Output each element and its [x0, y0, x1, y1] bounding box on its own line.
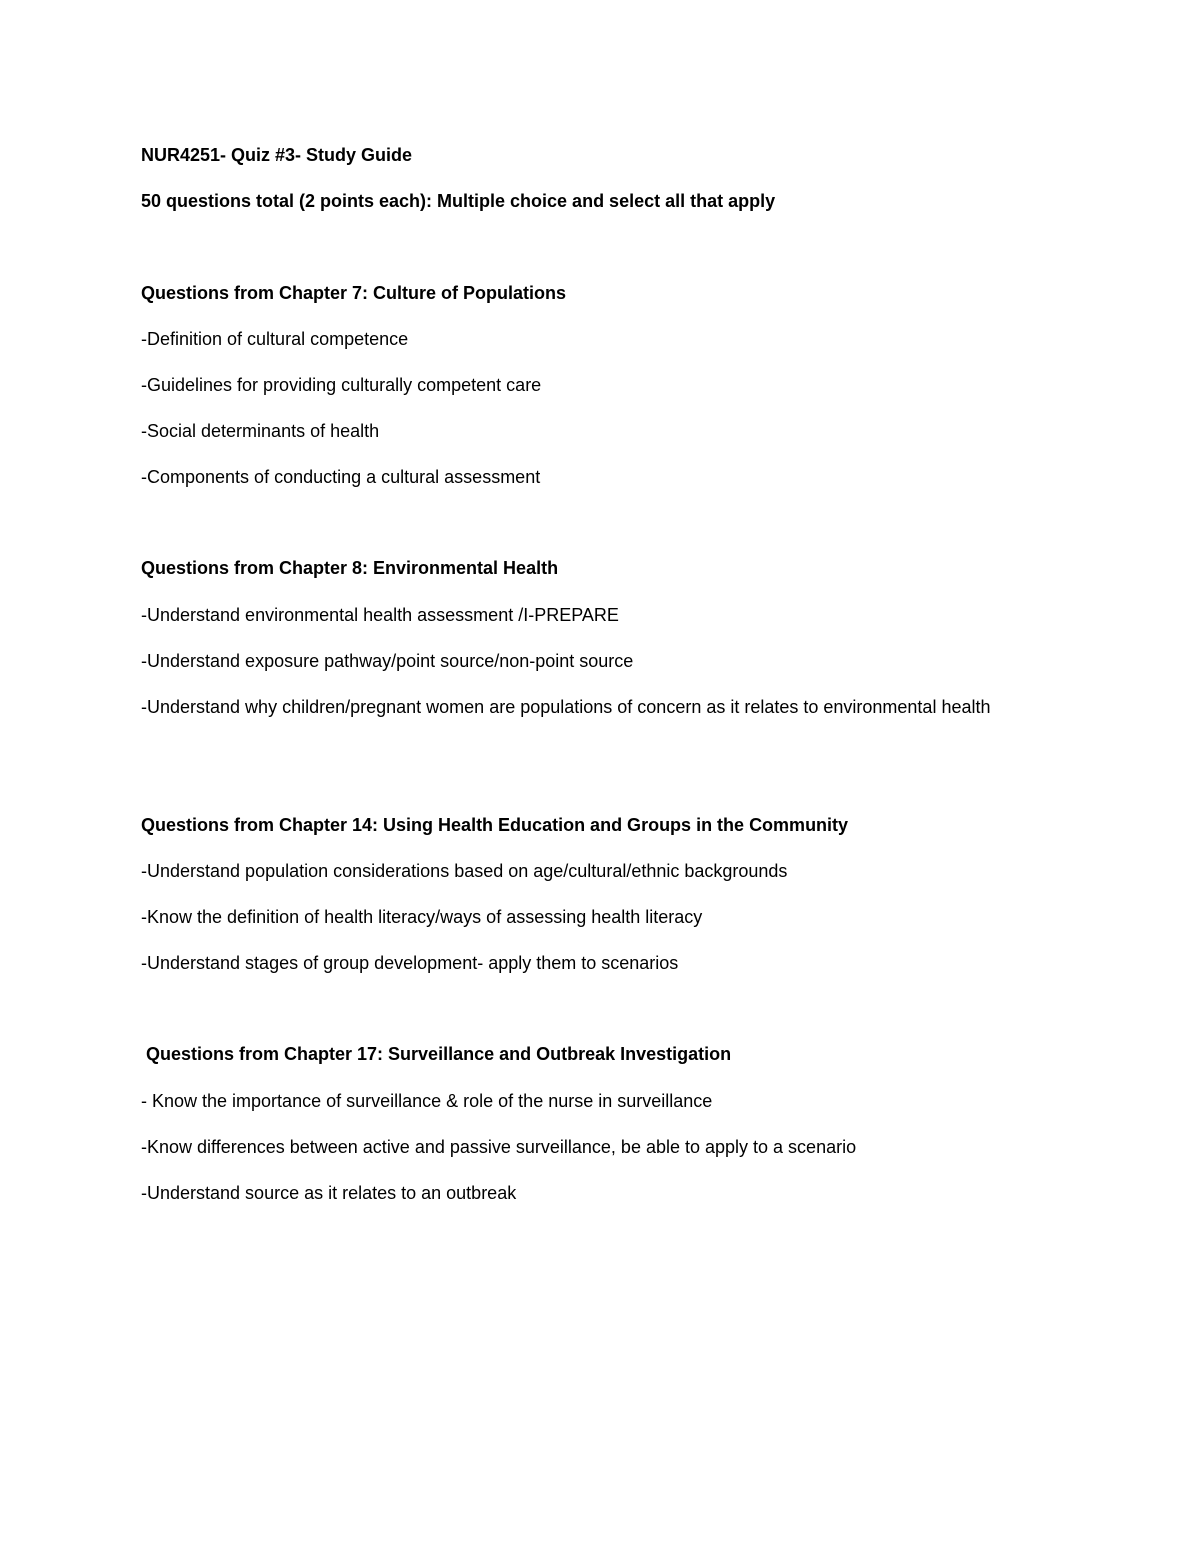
list-item: -Understand environmental health assessment /I-PREPARE [141, 605, 619, 625]
list-item: -Social determinants of health [141, 421, 380, 441]
list-item: -Understand exposure pathway/point source/non-point source [141, 651, 634, 671]
list-item: -Understand source as it relates to an outbreak [141, 1183, 517, 1203]
list-item: - Know the importance of surveillance & role of the nurse in surveillance [141, 1091, 713, 1111]
section-heading-chapter-17: Questions from Chapter 17: Surveillance and Outbreak Investigation [146, 1044, 732, 1064]
list-item: -Definition of cultural competence [141, 329, 409, 349]
section-heading-chapter-8: Questions from Chapter 8: Environmental Health [141, 558, 559, 578]
section-heading-chapter-7: Questions from Chapter 7: Culture of Populations [141, 283, 567, 303]
document-subtitle: 50 questions total (2 points each): Multiple choice and select all that apply [141, 191, 776, 211]
list-item: -Know the definition of health literacy/ways of assessing health literacy [141, 907, 703, 927]
list-item: -Understand population considerations based on age/cultural/ethnic backgrounds [141, 861, 788, 881]
section-heading-chapter-14: Questions from Chapter 14: Using Health Education and Groups in the Community [141, 815, 849, 835]
list-item: -Guidelines for providing culturally competent care [141, 375, 542, 395]
list-item: -Understand why children/pregnant women are populations of concern as it relates to environmental health [141, 697, 991, 717]
list-item: -Know differences between active and passive surveillance, be able to apply to a scenario [141, 1137, 857, 1157]
list-item: -Components of conducting a cultural assessment [141, 467, 541, 487]
document-title: NUR4251- Quiz #3- Study Guide [141, 145, 413, 165]
list-item: -Understand stages of group development- apply them to scenarios [141, 953, 679, 973]
